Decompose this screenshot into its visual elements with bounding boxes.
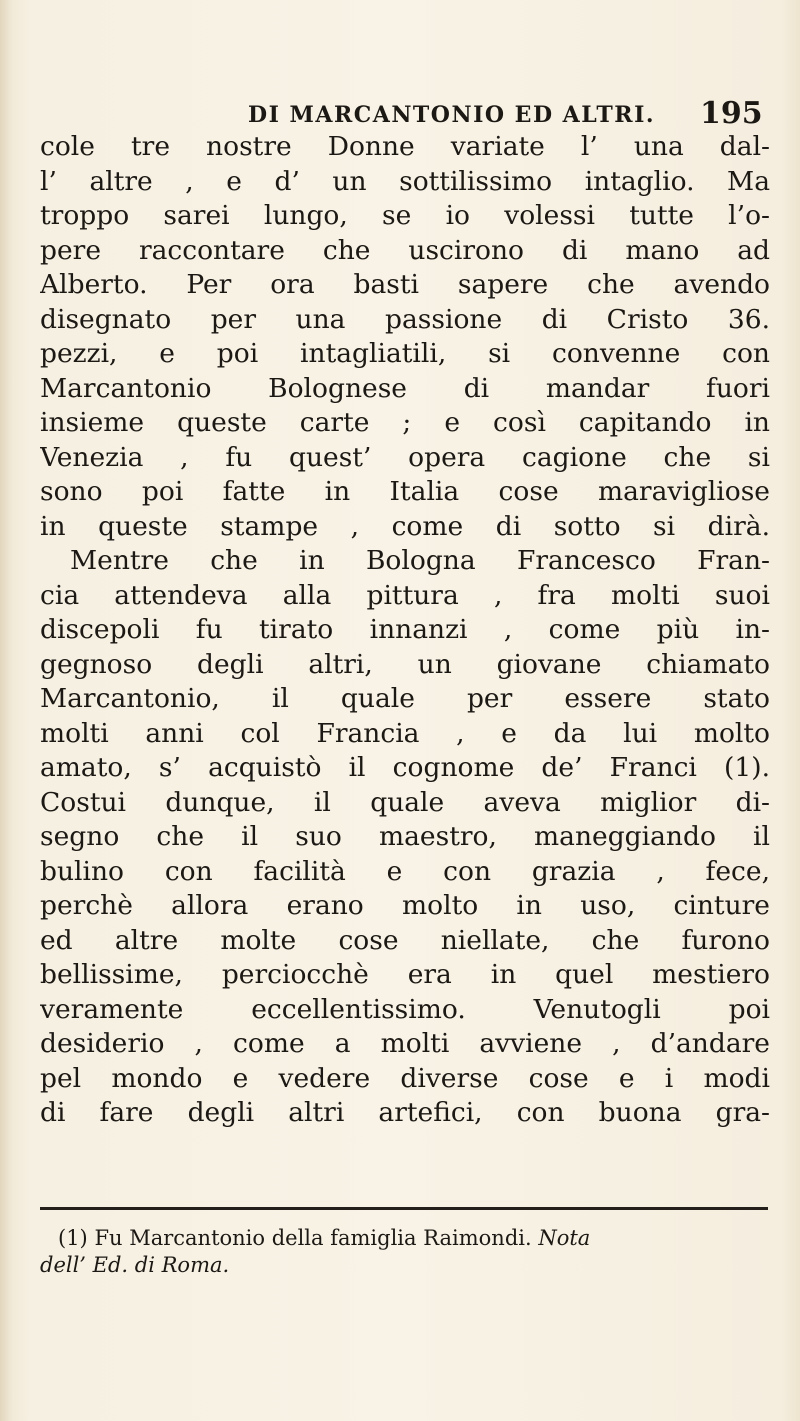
page-gutter-shadow: [0, 0, 14, 1421]
text-line: pel mondo e vedere diverse cose e i modi: [40, 1062, 770, 1094]
text-line: discepoli fu tirato innanzi , come più in-: [40, 614, 770, 645]
text-line: insieme queste carte ; e così capitando in: [40, 407, 770, 438]
text-line: Marcantonio, il quale per essere stato: [40, 683, 770, 714]
text-line: disegnato per una passione di Cristo 36.: [40, 303, 770, 335]
footnote-line: [40, 1252, 770, 1279]
body-text: [40, 130, 770, 1131]
text-line: ed altre molte cose niellate, che furono: [40, 924, 770, 956]
text-line: sono poi fatte in Italia cose maravigliose: [40, 476, 770, 507]
text-line: cole tre nostre Donne variate l’ una dal-: [40, 131, 770, 162]
text-line: molti anni col Francia , e da lui molto: [40, 717, 770, 749]
footnote: [40, 1225, 770, 1279]
footnote-italic-note: Nota: [538, 1226, 591, 1250]
footnote-marker: (1): [58, 1226, 88, 1250]
footnote-line: [58, 1225, 770, 1252]
text-line: pezzi, e poi intagliatili, si convenne con: [40, 338, 770, 369]
text-line: desiderio , come a molti avviene , d’andare: [40, 1028, 770, 1059]
text-line: Venezia , fu quest’ opera cagione che si: [40, 441, 770, 473]
text-line: pere raccontare che uscirono di mano ad: [40, 234, 770, 266]
text-line: Marcantonio Bolognese di mandar fuori: [40, 372, 770, 404]
text-line: bulino con facilità e con grazia , fece,: [40, 855, 770, 887]
text-line: perchè allora erano molto in uso, cinture: [40, 890, 770, 921]
footnote-divider: [40, 1207, 768, 1210]
text-line: l’ altre , e d’ un sottilissimo intaglio. Ma: [40, 165, 770, 197]
footnote-text: Fu Marcantonio della famiglia Raimondi.: [94, 1226, 532, 1250]
text-line: cia attendeva alla pittura , fra molti suoi: [40, 579, 770, 611]
text-line: bellissime, perciocchè era in quel mestiero: [40, 959, 770, 990]
footnote-italic-source: dell’ Ed. di Roma.: [40, 1253, 230, 1277]
text-line: gegnoso degli altri, un giovane chiamato: [40, 648, 770, 680]
text-line: veramente eccellentissimo. Venutogli poi: [40, 993, 770, 1025]
running-head: DI MARCANTONIO ED ALTRI.: [248, 102, 656, 128]
page-number: 195: [700, 96, 763, 131]
text-line: segno che il suo maestro, maneggiando il: [40, 821, 770, 852]
text-line: Costui dunque, il quale aveva miglior di-: [40, 786, 770, 818]
text-line: di fare degli altri artefici, con buona gra-: [40, 1097, 770, 1128]
text-line: amato, s’ acquistò il cognome de’ Franci (1).: [40, 752, 770, 783]
text-line: troppo sarei lungo, se io volessi tutte l’o-: [40, 200, 770, 231]
paragraph-start-line: Mentre che in Bologna Francesco Fran-: [70, 545, 770, 576]
text-line: in queste stampe , come di sotto si dirà.: [40, 510, 770, 542]
text-line: Alberto. Per ora basti sapere che avendo: [40, 269, 770, 300]
